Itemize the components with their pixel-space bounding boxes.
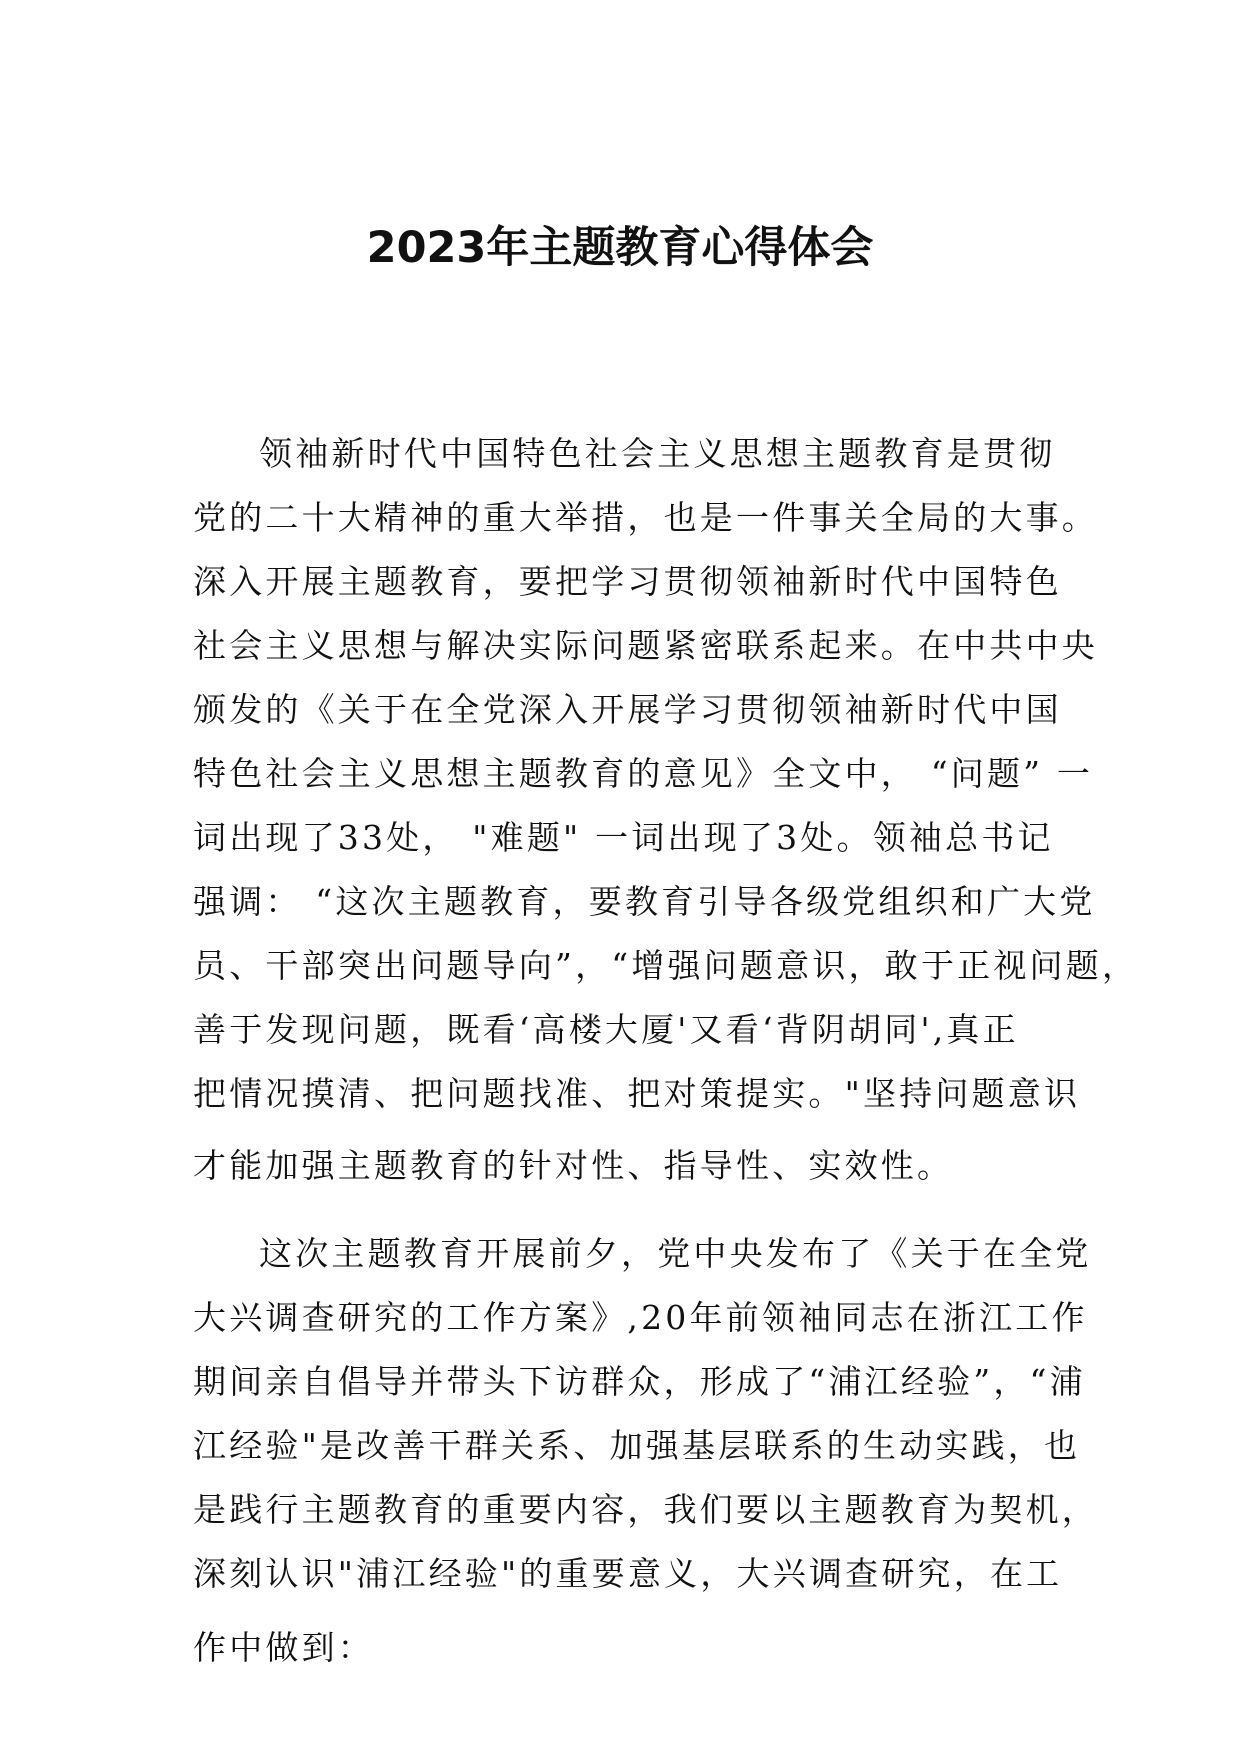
body-line: 词出现了33处， "难题" 一词出现了3处。领袖总书记 [193, 818, 1054, 857]
document-title: 2023年主题教育心得体会 [366, 223, 874, 273]
body-line: 深刻认识"浦江经验"的重要意义，大兴调查研究，在工 [193, 1554, 1063, 1593]
body-line: 员、干部突出问题导向”，“增强问题意识，敢于正视问题， [193, 946, 1139, 985]
body-line: 把情况摸清、把问题找准、把对策提实。"坚持问题意识 [193, 1074, 1081, 1113]
body-line: 善于发现问题，既看‘高楼大厦'又看‘背阴胡同',真正 [193, 1010, 1019, 1049]
body-line: 大兴调查研究的工作方案》,20年前领袖同志在浙江工作 [193, 1298, 1088, 1337]
body-line: 期间亲自倡导并带头下访群众，形成了“浦江经验”，“浦 [193, 1362, 1086, 1401]
body-line: 社会主义思想与解决实际问题紧密联系起来。在中共中央 [193, 626, 1098, 665]
body-line: 作中做到： [193, 1628, 374, 1667]
body-line: 颁发的《关于在全党深入开展学习贯彻领袖新时代中国 [193, 690, 1062, 729]
body-line: 强调： “这次主题教育，要教育引导各级党组织和广大党 [193, 882, 1096, 921]
body-line: 特色社会主义思想主题教育的意见》全文中， “问题” 一 [193, 754, 1094, 793]
body-line: 领袖新时代中国特色社会主义思想主题教育是贯彻 [259, 434, 1056, 473]
body-line: 江经验"是改善干群关系、加强基层联系的生动实践，也 [193, 1426, 1081, 1465]
body-line: 才能加强主题教育的针对性、指导性、实效性。 [193, 1146, 954, 1185]
body-line: 深入开展主题教育，要把学习贯彻领袖新时代中国特色 [193, 562, 1062, 601]
body-line: 这次主题教育开展前夕，党中央发布了《关于在全党 [259, 1234, 1092, 1273]
body-line: 党的二十大精神的重大举措，也是一件事关全局的大事。 [193, 498, 1098, 537]
body-line: 是践行主题教育的重要内容，我们要以主题教育为契机， [193, 1490, 1098, 1529]
